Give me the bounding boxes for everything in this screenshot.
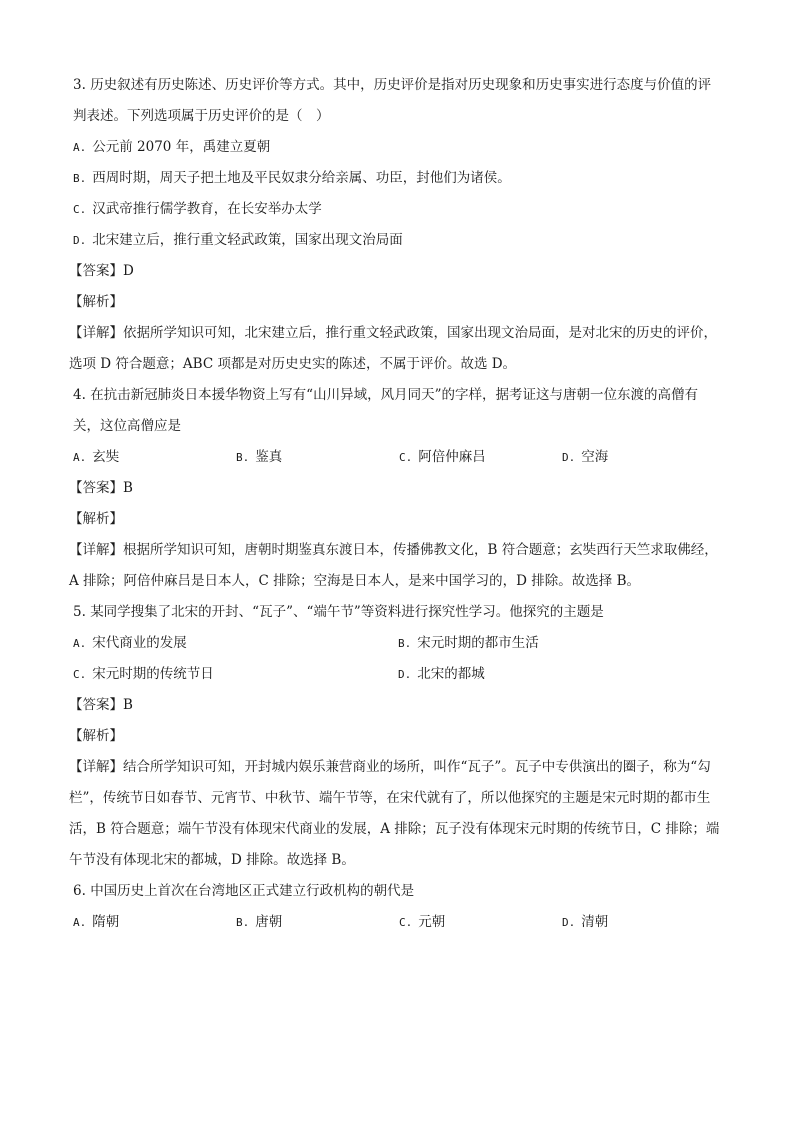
option-letter: B. [236, 451, 250, 464]
option-text: 清朝 [581, 914, 609, 930]
question-number: 6. [73, 883, 86, 899]
option-text: 西周时期，周天子把土地及平民奴隶分给亲属、功臣，封他们为诸侯。 [92, 170, 511, 186]
option-text: 隋朝 [92, 914, 120, 930]
question-4 [69, 380, 723, 597]
detail-text: 根据所学知识可知，唐朝时期鉴真东渡日本，传播佛教文化，B 符合题意；玄奘西行天竺求取佛经，A 排除；阿倍仲麻吕是日本人，C 排除；空海是日本人，是来中国学习的，D 排除。故选择 B。 [69, 542, 718, 589]
option-b[interactable] [236, 907, 399, 938]
detail-paragraph [69, 752, 723, 876]
option-c[interactable] [73, 659, 398, 690]
option-text: 公元前 2070 年，禹建立夏朝 [92, 139, 271, 155]
analysis-label: 【解析】 [69, 294, 123, 310]
question-6 [73, 876, 723, 938]
option-letter: C. [399, 916, 413, 929]
question-stem [73, 70, 723, 132]
option-letter: D. [562, 451, 576, 464]
option-text: 汉武帝推行儒学教育，在长安举办太学 [92, 201, 322, 217]
answer-value: B [123, 697, 133, 713]
option-text: 宋元时期的都市生活 [417, 635, 539, 651]
option-c[interactable] [399, 442, 562, 473]
option-c[interactable] [399, 907, 562, 938]
option-letter: A. [73, 451, 87, 464]
question-3 [69, 70, 723, 380]
option-b[interactable] [236, 442, 399, 473]
question-text: 某同学搜集了北宋的开封、“瓦子”、“端午节”等资料进行探究性学习。他探究的主题是 [90, 604, 604, 620]
detail-label: 【详解】 [69, 325, 123, 341]
options-row [73, 659, 723, 690]
option-b[interactable] [398, 628, 723, 659]
detail-paragraph [69, 318, 723, 380]
option-text: 元朝 [418, 914, 446, 930]
answer-line [69, 690, 723, 721]
option-d[interactable] [398, 659, 723, 690]
question-text: 历史叙述有历史陈述、历史评价等方式。其中，历史评价是指对历史现象和历史事实进行态度与价值的评判表述。下列选项属于历史评价的是（ ） [73, 77, 712, 124]
option-text: 阿倍仲麻吕 [418, 449, 486, 465]
answer-value: D [123, 263, 134, 279]
option-letter: A. [73, 141, 87, 154]
option-a[interactable] [73, 628, 398, 659]
option-text: 宋元时期的传统节日 [92, 666, 214, 682]
option-b[interactable] [73, 163, 723, 194]
option-letter: B. [73, 172, 87, 185]
option-d[interactable] [562, 907, 723, 938]
option-d[interactable] [562, 442, 723, 473]
option-d[interactable] [73, 225, 723, 256]
option-letter: B. [398, 637, 412, 650]
option-letter: C. [399, 451, 413, 464]
question-stem [73, 876, 723, 907]
options-row [73, 907, 723, 938]
option-text: 空海 [581, 449, 609, 465]
question-number: 5. [73, 604, 86, 620]
option-letter: C. [73, 203, 87, 216]
exam-page [69, 70, 723, 938]
detail-label: 【详解】 [69, 759, 123, 775]
detail-text: 依据所学知识可知，北宋建立后，推行重文轻武政策，国家出现文治局面，是对北宋的历史的评价，选项 D 符合题意；ABC 项都是对历史史实的陈述，不属于评价。故选 D。 [69, 325, 717, 372]
detail-text: 结合所学知识可知，开封城内娱乐兼营商业的场所，叫作“瓦子”。瓦子中专供演出的圈子，称为“勾栏”，传统节日如春节、元宵节、中秋节、端午节等，在宋代就有了，所以他探究的主题是宋元时期的都市生活，B 符合题意；端午节没有体现宋代商业的发展，A 排除；瓦子没有体现宋元时期的传统节日，C 排除；端午节没有体现北宋的都城，D 排除。故选择 B。 [69, 759, 720, 868]
option-letter: D. [73, 234, 87, 247]
question-stem [73, 597, 723, 628]
question-number: 3. [73, 77, 86, 93]
option-letter: C. [73, 668, 87, 681]
question-5 [69, 597, 723, 876]
detail-label: 【详解】 [69, 542, 123, 558]
options-row [73, 442, 723, 473]
question-text: 中国历史上首次在台湾地区正式建立行政机构的朝代是 [90, 883, 415, 899]
detail-paragraph [69, 535, 723, 597]
option-letter: A. [73, 637, 87, 650]
question-text: 在抗击新冠肺炎日本援华物资上写有“山川异域，风月同天”的字样，据考证这与唐朝一位东渡的高僧有关，这位高僧应是 [73, 387, 698, 434]
analysis-label: 【解析】 [69, 728, 123, 744]
option-c[interactable] [73, 194, 723, 225]
analysis-label: 【解析】 [69, 511, 123, 527]
option-text: 北宋建立后，推行重文轻武政策，国家出现文治局面 [92, 232, 403, 248]
answer-value: B [123, 480, 133, 496]
option-text: 唐朝 [255, 914, 283, 930]
answer-line [69, 256, 723, 287]
option-text: 北宋的都城 [417, 666, 485, 682]
option-a[interactable] [73, 442, 236, 473]
question-stem [73, 380, 723, 442]
option-letter: A. [73, 916, 87, 929]
option-text: 玄奘 [92, 449, 120, 465]
question-number: 4. [73, 387, 86, 403]
option-letter: D. [562, 916, 576, 929]
answer-label: 【答案】 [69, 263, 123, 279]
option-text: 鉴真 [255, 449, 283, 465]
answer-line [69, 473, 723, 504]
answer-label: 【答案】 [69, 697, 123, 713]
option-letter: B. [236, 916, 250, 929]
options-row [73, 628, 723, 659]
option-a[interactable] [73, 132, 723, 163]
option-letter: D. [398, 668, 412, 681]
option-text: 宋代商业的发展 [92, 635, 187, 651]
option-a[interactable] [73, 907, 236, 938]
answer-label: 【答案】 [69, 480, 123, 496]
